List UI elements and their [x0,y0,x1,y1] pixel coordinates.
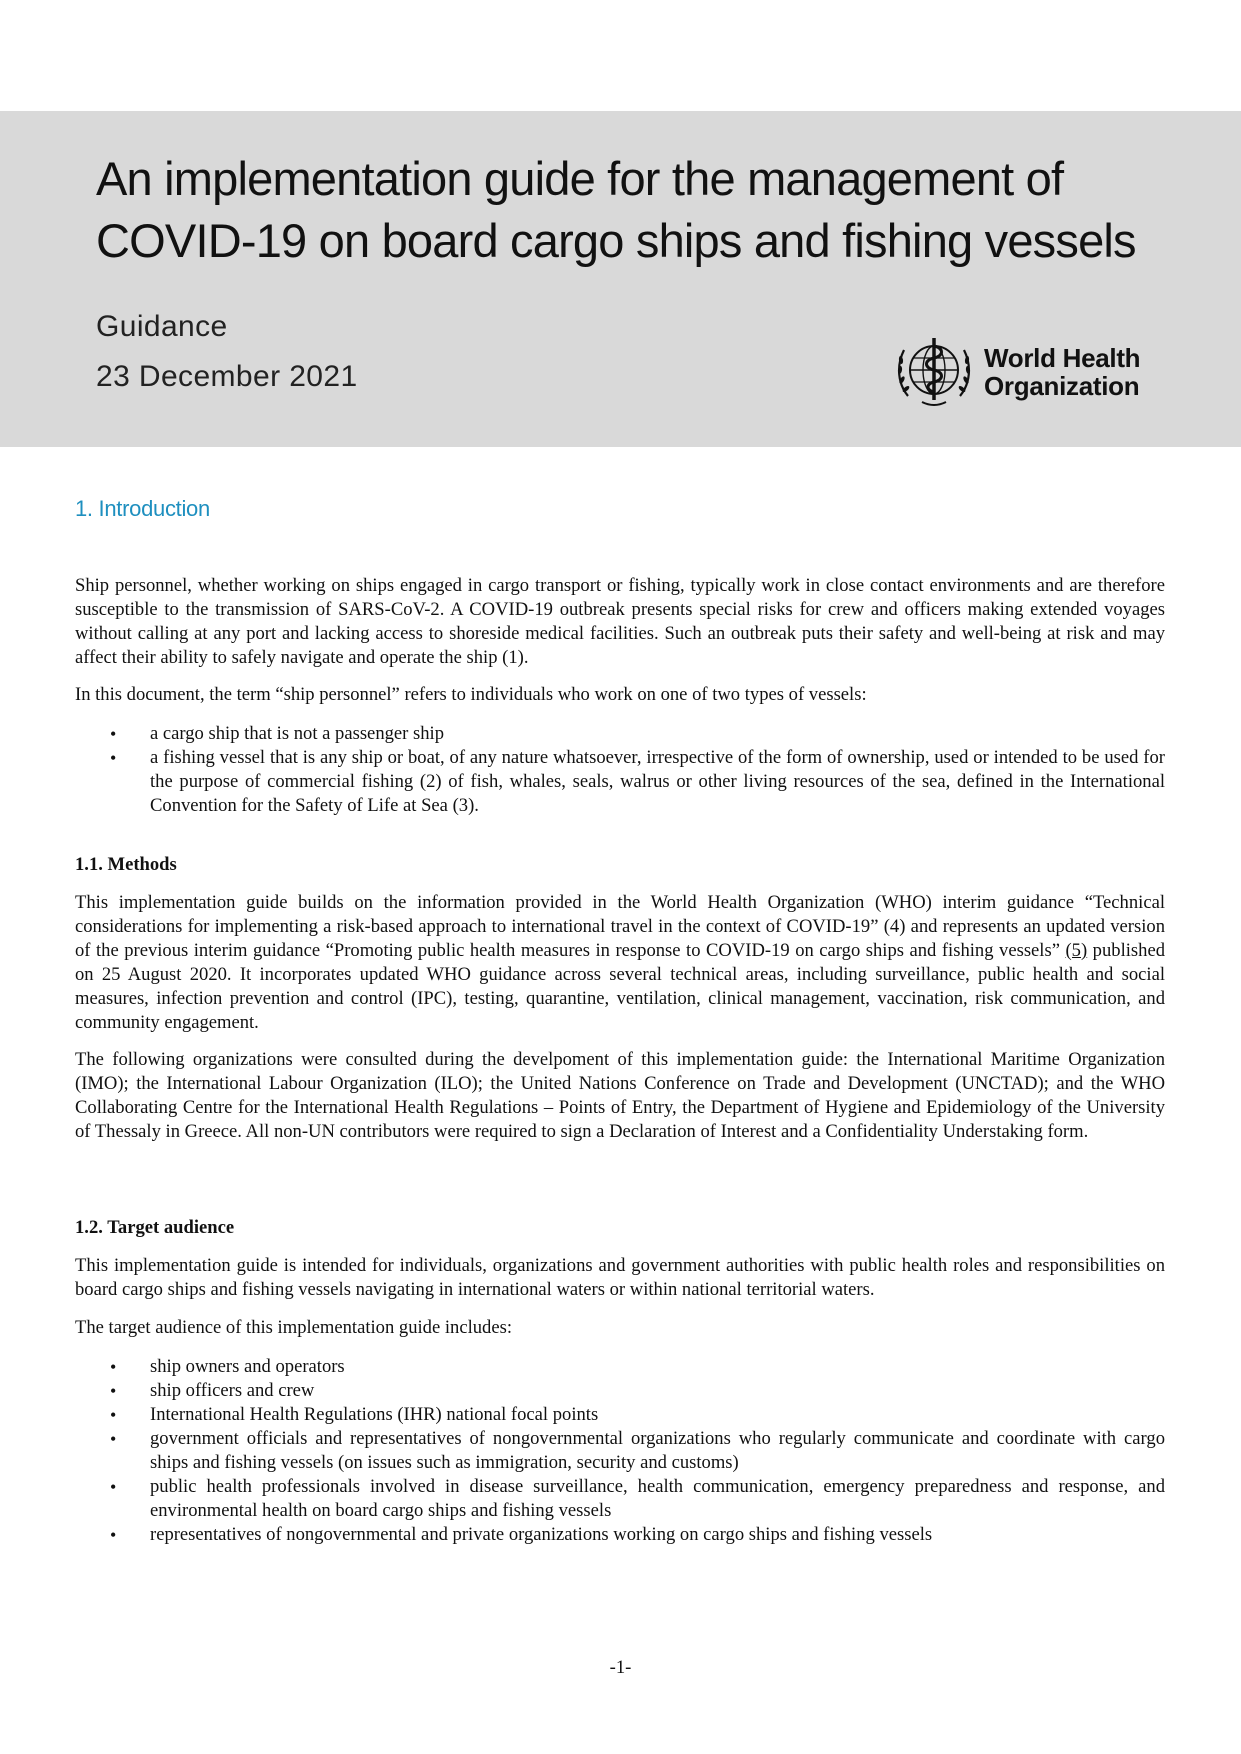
reference-5-link[interactable]: (5) [1065,940,1088,961]
bullet-icon: • [110,1525,117,1545]
list-item: • a cargo ship that is not a passenger ship [110,723,444,744]
methods-paragraph-1-block [75,891,1165,1035]
bullet-icon: • [110,1357,117,1377]
section-heading-methods: 1.1. Methods [75,854,177,875]
intro-paragraph-1-block [75,574,1165,670]
page-number: -1- [609,1657,632,1678]
intro-paragraph-2-block [75,683,1165,707]
document-title [96,148,1176,272]
bullet-icon: • [110,1405,117,1425]
audience-list [75,1355,1165,1547]
who-logo-text [984,344,1140,400]
methods-paragraph-2: The following organizations were consulted during the develpoment of this implementation guide: the International Maritime Organization (IMO); the International Labour Organization (ILO); the United Nations Conference on Trade and Development (UNCTAD); and the WHO Collaborating Centre for the International Health Regulations – Points of Entry, the Department of Hygiene and Epidemiology of the University of Thessaly in Greece. All non-UN contributors were required to sign a Declaration of Interest and a Confidentiality Understaking form. [75,1049,1165,1142]
methods-paragraph-1: This implementation guide builds on the information provided in the World Health Organization (WHO) interim guidance “Technical considerations for implementing a risk-based approach to international travel in the context of COVID-19” (4) and represents an updated version of the previous interim guidance “Promoting public health measures in response to COVID-19 on cargo ships and fishing vessels” (5) published on 25 August 2020. It incorporates updated WHO guidance across several technical areas, including surveillance, public health and social measures, infection prevention and control (IPC), testing, quarantine, ventilation, clinical management, vaccination, risk communication, and community engagement. [75,892,1165,1033]
title-line-1: An implementation guide for the management of [96,152,1064,205]
vessel-types-list [75,722,1165,818]
list-item: • government officials and representatives of nongovernmental organizations who regularly communicate and coordinate with cargo ships and fishing vessels (on issues such as immigration, security and customs) [110,1428,1165,1473]
section-heading-introduction: 1. Introduction [75,496,210,521]
section-heading-target-audience: 1.2. Target audience [75,1217,235,1238]
list-item: • a fishing vessel that is any ship or boat, of any nature whatsoever, irrespective of the form of ownership, used or intended to be used for the purpose of commercial fishing (2) of fish, whales, seals, walrus or other living resources of the sea, defined in the International Convention for the Safety of Life at Sea (3). [110,747,1165,816]
title-line-2: COVID-19 on board cargo ships and fishing vessels [96,214,1136,267]
intro-paragraph-2: In this document, the term “ship personnel” refers to individuals who work on one of two types of vessels: [75,684,867,705]
list-item: • ship owners and operators [110,1356,345,1377]
audience-paragraph-2: The target audience of this implementation guide includes: [75,1317,512,1338]
list-item: • ship officers and crew [110,1380,315,1401]
list-item: • public health professionals involved in disease surveillance, health communication, emergency preparedness and response, and environmental health on board cargo ships and fishing vessels [110,1476,1165,1521]
audience-paragraph-2-block [75,1316,1165,1340]
intro-paragraph-1: Ship personnel, whether working on ships engaged in cargo transport or fishing, typically work in close contact environments and are therefore susceptible to the transmission of SARS-CoV-2. A COVID-19 outbreak presents special risks for crew and officers making extended voyages without calling at any port and lacking access to shoreside medical facilities. Such an outbreak puts their safety and well-being at risk and may affect their ability to safely navigate and operate the ship (1). [75,575,1165,668]
logo-text-line-1: World Health [984,343,1141,373]
who-logo [892,330,1152,412]
bullet-icon: • [110,1429,117,1449]
who-emblem-icon [892,330,976,412]
bullet-icon: • [110,1477,117,1497]
methods-paragraph-2-block [75,1048,1165,1144]
list-item: • International Health Regulations (IHR) national focal points [110,1404,599,1425]
logo-text-line-2: Organization [984,371,1140,401]
document-date: 23 December 2021 [96,360,358,393]
document-type: Guidance [96,310,228,343]
bullet-icon: • [110,748,117,768]
audience-paragraph-1: This implementation guide is intended for individuals, organizations and government authorities with public health roles and responsibilities on board cargo ships and fishing vessels navigating in international waters or within national territorial waters. [75,1255,1165,1300]
list-item: • representatives of nongovernmental and private organizations working on cargo ships and fishing vessels [110,1524,933,1545]
bullet-icon: • [110,1381,117,1401]
bullet-icon: • [110,724,117,744]
audience-paragraph-1-block [75,1254,1165,1302]
